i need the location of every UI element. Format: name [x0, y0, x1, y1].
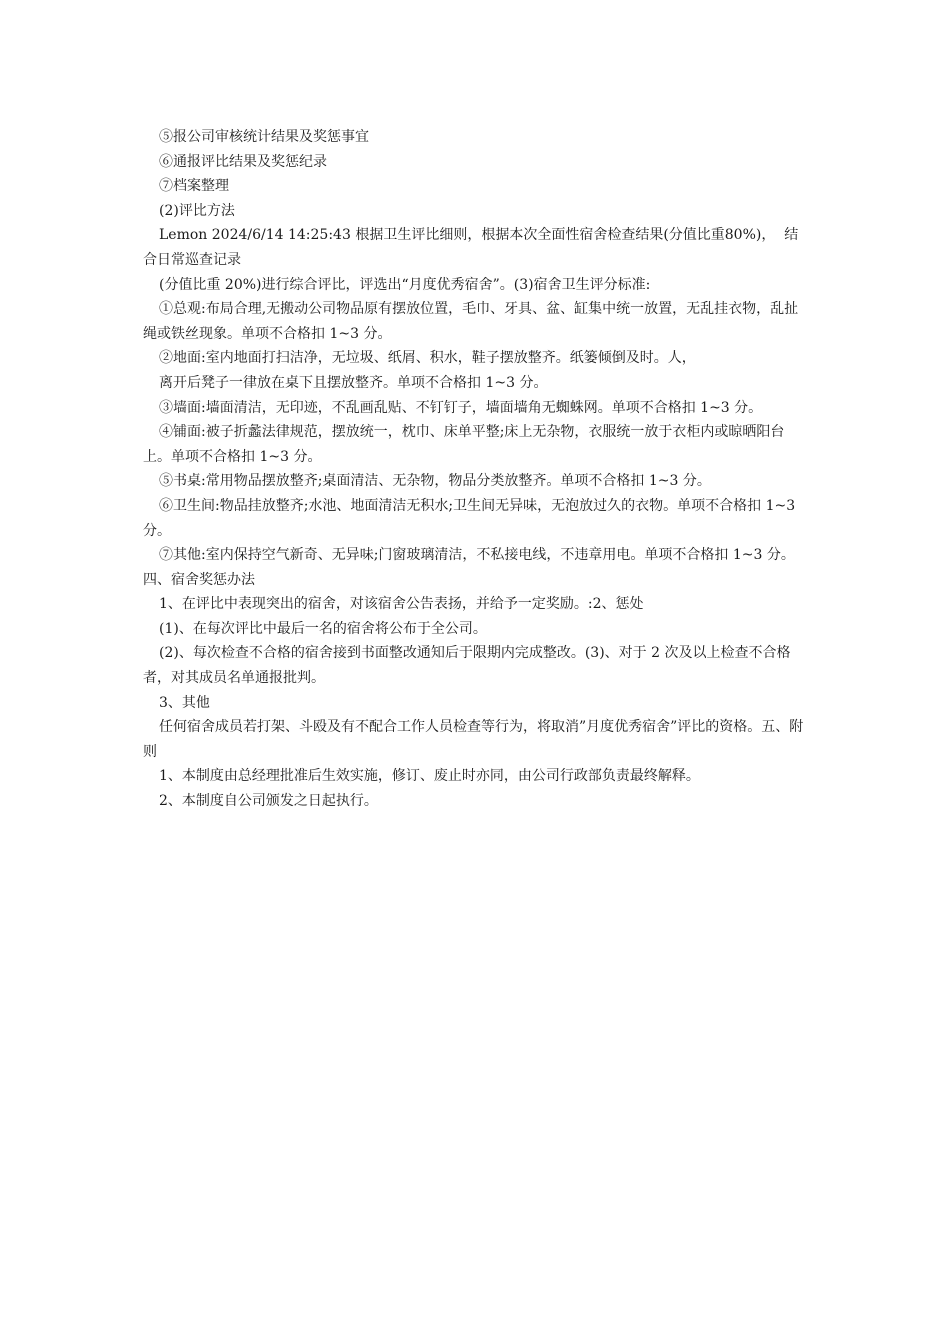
paragraph-criterion-floor: ②地面:室内地面打扫洁净，无垃圾、纸屑、积水，鞋子摆放整齐。纸篓倾倒及时。人，	[159, 350, 696, 367]
paragraph-criterion-bathroom: ⑥卫生间:物品挂放整齐;水池、地面清洁无积水;卫生间无异味，无泡放过久的衣物。单项不合格扣 1~3 分。	[143, 497, 800, 539]
paragraph-reward: 1、在评比中表现突出的宿舍，对该宿舍公告表扬，并给予一定奖励。:2、惩处	[159, 596, 644, 613]
paragraph-appendix-2: 2、本制度自公司颁发之日起执行。	[159, 793, 378, 810]
paragraph-appendix-1: 1、本制度由总经理批准后生效实施，修订、废止时亦同，由公司行政部负责最终解释。	[159, 768, 700, 785]
paragraph-penalty-1: (1)、在每次评比中最后一名的宿舍将公布于全公司。	[159, 620, 487, 637]
paragraph-criterion-floor-cont: 离开后凳子一律放在桌下且摆放整齐。单项不合格扣 1~3 分。	[159, 374, 548, 391]
paragraph-method-weight: (分值比重 20%)进行综合评比，评选出“月度优秀宿舍”。(3)宿舍卫生评分标准:	[159, 276, 651, 293]
paragraph-announce-results: ⑥通报评比结果及奖惩纪录	[159, 153, 327, 170]
paragraph-archive: ⑦档案整理	[159, 178, 229, 195]
paragraph-criterion-overall: ①总观:布局合理,无搬动公司物品原有摆放位置，毛巾、牙具、盆、缸集中统一放置，无乱挂衣物，乱扯绳或铁丝现象。单项不合格扣 1~3 分。	[143, 301, 799, 342]
paragraph-method-heading: (2)评比方法	[159, 202, 235, 219]
paragraph-penalty-2: (2)、每次检查不合格的宿舍接到书面整改通知后于限期内完成整改。(3)、对于 2 次及以上检查不合格者，对其成员名单通报批判。	[143, 645, 791, 687]
paragraph-criterion-bed: ④铺面:被子折蠡法律规范，摆放统一，枕巾、床单平整;床上无杂物，衣服统一放于衣柜内或晾晒阳台上。单项不合格扣 1~3 分。	[143, 424, 785, 465]
paragraph-review-report: ⑤报公司审核统计结果及奖惩事宜	[159, 129, 369, 145]
paragraph-criterion-other: ⑦其他:室内保持空气新奇、无异味;门窗玻璃清洁，不私接电线，不违章用电。单项不合格扣 1~3 分。四、宿舍奖惩办法	[143, 547, 795, 588]
paragraph-other-heading: 3、其他	[159, 694, 210, 711]
paragraph-criterion-desk: ⑤书桌:常用物品摆放整齐;桌面清洁、无杂物，物品分类放整齐。单项不合格扣 1~3 分。	[159, 473, 711, 490]
document-body	[143, 125, 808, 814]
paragraph-other-rules: 任何宿舍成员若打架、斗殴及有不配合工作人员检查等行为，将取消”月度优秀宿舍”评比的资格。五、附则	[143, 719, 804, 760]
paragraph-criterion-wall: ③墙面:墙面清洁，无印迹，不乱画乱贴、不钉钉子，墙面墙角无蜘蛛网。单项不合格扣 1~3 分。	[159, 399, 763, 416]
paragraph-method-intro: Lemon 2024/6/14 14:25:43 根据卫生评比细则，根据本次全面性宿舍检查结果(分值比重80%)， 结合日常巡查记录	[143, 227, 799, 268]
